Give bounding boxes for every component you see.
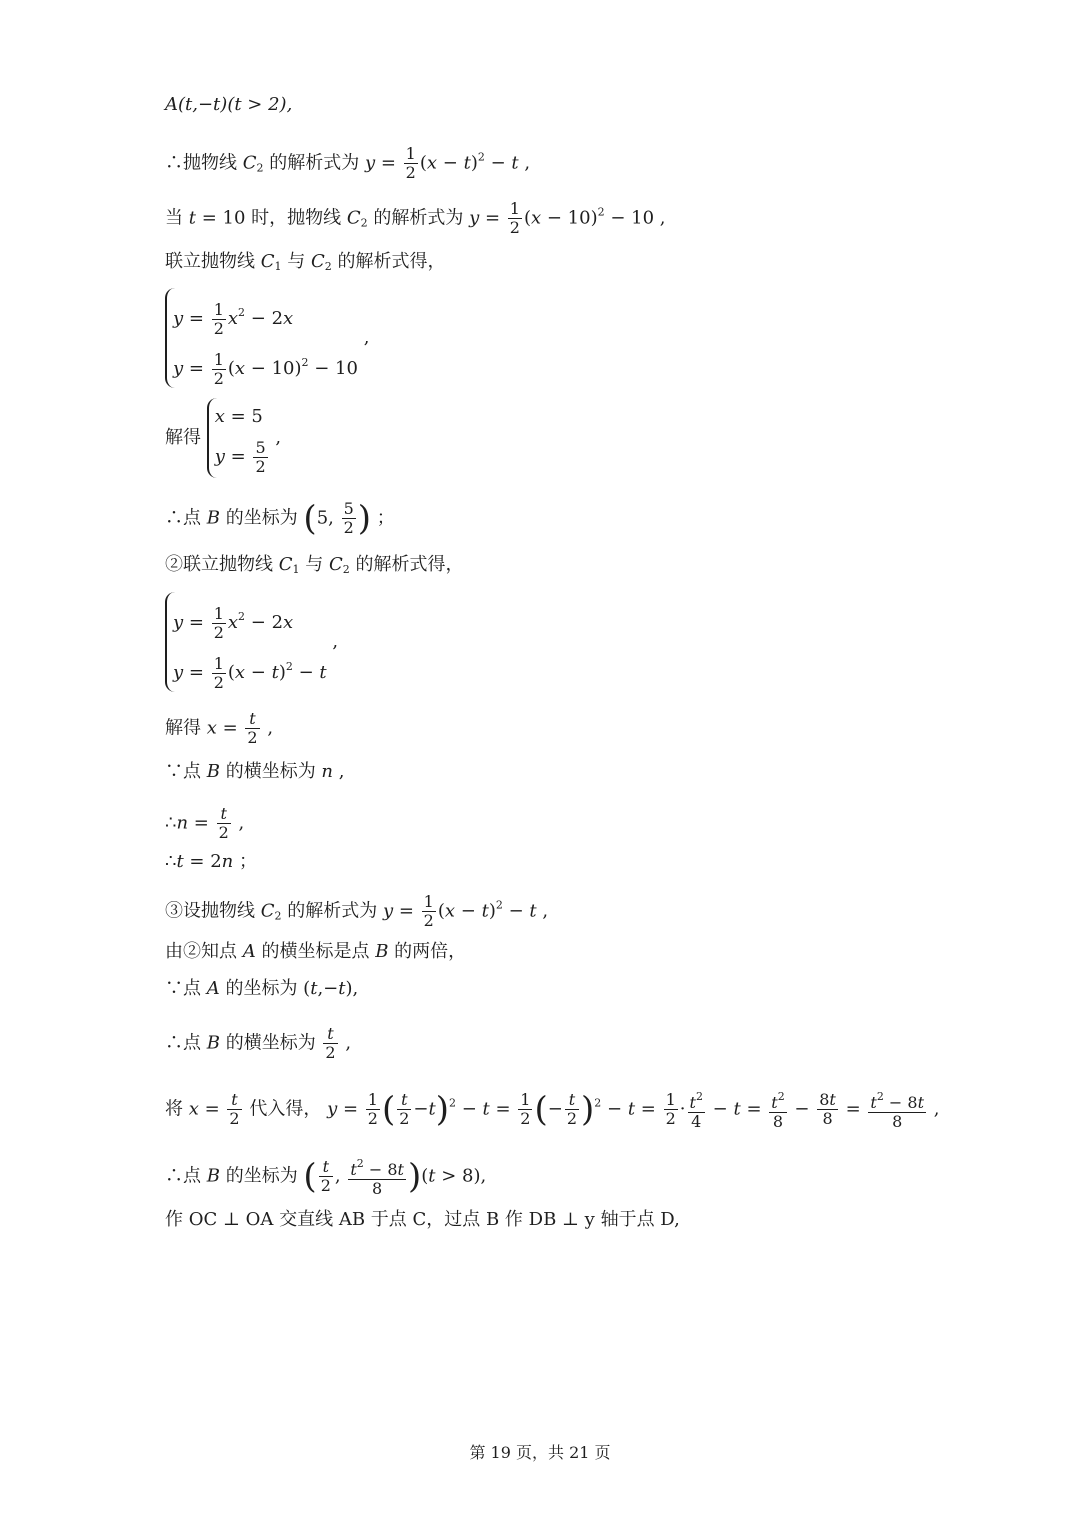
line-substitute: 将 x = $\frac{t}{2}$ 代入得， y = $\frac{1}{2}$ ( $\frac{t}{2}$ −t)$^2$ − t = $\frac{1}{2}$ (− $\frac{t}{2}$ )$^2$ − t = $\frac{1}{2}$ · $\frac{t^2}{4}$ − t = $\frac{t^2}{8}$ − $\frac{8t}{8}$ = $\frac{t^2 - 8t}{8}$ , <box>165 1089 940 1131</box>
line-b-abscissa-2: ∴点 B 的横坐标为 $\frac{t}{2}$ , <box>165 1024 352 1062</box>
system-2: y = $\frac{1}{2}$ $x^2 - 2x$ y = $\frac{1}{2}$ $(x - t)^2 - t$ , <box>165 592 338 692</box>
line-t: ∴t = 2n ； <box>165 851 257 872</box>
point-b-coords: ∴点 B 的坐标为 (5, $\frac{5}{2}$ ) ； <box>165 498 395 539</box>
system-1: y = $\frac{1}{2}$ $x^2 - 2x$ y = $\frac{1}{2}$ $(x - 10)^2 - 10$ , <box>165 288 369 388</box>
line-2: ∴抛物线 $C_2$ 的解析式为 y = $\frac{1}{2}$ $(x - t)^2 - t$ , <box>165 144 531 182</box>
line-part3: ③设抛物线 $C_2$ 的解析式为 y = $\frac{1}{2}$ $(x - t)^2 - t$ , <box>165 892 549 930</box>
line-double: 由②知点 A 的横坐标是点 B 的两倍， <box>165 941 467 962</box>
point-a-def: A(t,−t)(t > 2), <box>165 94 293 115</box>
solution-2: 解得 x = $\frac{t}{2}$ , <box>165 709 274 747</box>
line-part2: ②联立抛物线 $C_1$ 与 $C_2$ 的解析式得， <box>165 554 464 576</box>
solution-1: 解得 x = 5 y = $\frac{5}{2}$ , <box>165 398 281 478</box>
line-3: 当 t = 10 时，抛物线 $C_2$ 的解析式为 y = $\frac{1}{2}$ $(x - 10)^2 - 10$ , <box>165 199 666 237</box>
line-construction <box>165 1208 680 1232</box>
line-n: ∴n = $\frac{t}{2}$ , <box>165 804 245 842</box>
page-footer: 第 19 页，共 21 页 <box>469 1443 611 1462</box>
construction-text: 作 OC ⊥ OA 交直线 AB 于点 C，过点 B 作 DB ⊥ y 轴于点 D, <box>165 1209 680 1230</box>
line-a-coords: ∵点 A 的坐标为 (t,−t), <box>165 978 359 999</box>
line-b-final: ∴点 B 的坐标为 ( $\frac{t}{2}$ , $\frac{t^2 - 8t}{8}$ )(t > 8), <box>165 1156 487 1198</box>
line-4: 联立抛物线 $C_1$ 与 $C_2$ 的解析式得， <box>165 251 446 273</box>
line-b-abscissa: ∵点 B 的横坐标为 n , <box>165 761 345 782</box>
line-1 <box>165 93 292 117</box>
